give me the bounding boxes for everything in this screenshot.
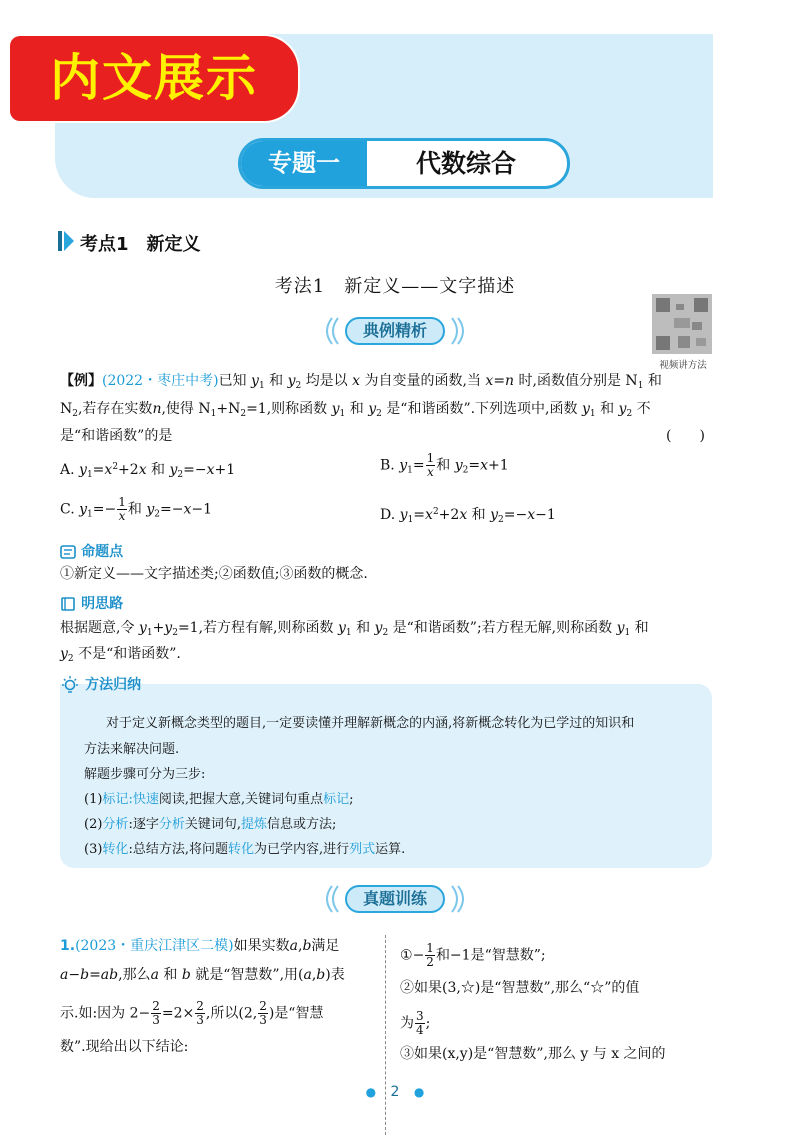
problem-1-source: (2023・重庆江津区二模) — [75, 938, 234, 954]
example-source: (2022・枣庄中考) — [102, 373, 219, 389]
method-heading-row — [60, 674, 141, 694]
method-line-3: 解题步骤可分为三步: — [84, 767, 206, 782]
thinking-line-2: $y_2$ 不是“和谐函数”. — [60, 646, 181, 664]
problem-1-line-3: 示.如:因为 2− $\frac{2}{3}$ =2× $\frac{2}{3}$ ,所以(2, $\frac{2}{3}$ )是“智慧 — [60, 999, 324, 1027]
qr-caption: 视频讲方法 — [659, 360, 707, 371]
book-icon — [60, 597, 76, 611]
training-banner-title: 真题训练 — [362, 889, 427, 908]
qr-code-icon[interactable] — [652, 294, 712, 354]
section-title: 考点1 新定义 — [80, 234, 201, 255]
conclusion-2-cont: 为 $\frac{3}{4}$ ; — [400, 1009, 431, 1037]
thinking-heading-row — [60, 593, 123, 613]
option-d[interactable]: D. $y_1=x^2+2x$ 和 $y_2=-x-1$ — [380, 507, 556, 525]
conclusion-1: ①− $\frac{1}{2}$ 和−1是“智慧数”; — [400, 941, 546, 969]
option-c[interactable]: C. $y_1=-$ $\frac{1}{x}$ 和 $y_2=-x-1$ — [60, 495, 213, 523]
example-tag: 【例】 — [60, 373, 102, 389]
column-divider — [385, 935, 386, 1135]
method-step-3: (3)转化:总结方法,将问题转化为已学内容,进行列式运算. — [84, 842, 406, 857]
key-points-heading: 命题点 — [81, 544, 124, 560]
page-dot-right: ● — [413, 1085, 425, 1099]
problem-1-line-1: 1.(2023・重庆江津区二模)如果实数a,b满足 — [60, 938, 340, 954]
answer-blank: ( ) — [666, 428, 705, 444]
document-icon — [60, 545, 76, 559]
topic-title: 代数综合 — [415, 149, 516, 178]
example-line-2: $N_2$,若存在实数n,使得 $N_1+N_2=1$,则称函数 $y_1$ 和 $y_2$ 是“和谐函数”.下列选项中,函数 $y_1$ 和 $y_2$ 不 — [60, 401, 651, 419]
lightbulb-icon — [60, 676, 80, 694]
method-step-2: (2)分析:逐字分析关键词句,提炼信息或方法; — [84, 817, 337, 832]
example-line-3: 是“和谐函数”的是 — [60, 428, 173, 444]
problem-1-number: 1. — [60, 938, 76, 954]
example-banner-title: 典例精析 — [362, 321, 427, 340]
method-heading: 方法归纳 — [85, 677, 142, 693]
example-line-1: 【例】(2022・枣庄中考)已知 $y_1$ 和 $y_2$ 均是以 x 为自变量的函数,当 x=n 时,函数值分别是 $N_1$ 和 — [60, 373, 662, 391]
problem-1-line-2: a−b=ab,那么a 和 b 就是“智慧数”,用(a,b)表 — [60, 967, 345, 983]
thinking-heading: 明思路 — [81, 596, 124, 612]
method-title: 考法1 新定义——文字描述 — [274, 276, 516, 297]
chevron-right-icon — [58, 229, 74, 253]
problem-1-line-4: 数”.现给出以下结论: — [60, 1039, 189, 1055]
conclusion-2: ②如果(3,☆)是“智慧数”,那么“☆”的值 — [400, 980, 640, 996]
thinking-line-1: 根据题意,令 $y_1+y_2=1$,若方程有解,则称函数 $y_1$ 和 $y_2$ 是“和谐函数”;若方程无解,则称函数 $y_1$ 和 — [60, 620, 649, 638]
option-b[interactable]: B. $y_1=$ $\frac{1}{x}$ 和 $y_2=x+1$ — [380, 451, 509, 479]
page-dot-left: ● — [365, 1085, 377, 1099]
topic-label: 专题一 — [268, 149, 340, 177]
option-a[interactable]: A. $y_1=x^2+2x$ 和 $y_2=-x+1$ — [60, 462, 236, 480]
method-line-2: 方法来解决问题. — [84, 742, 180, 757]
promo-badge-text: 内文展示 — [50, 49, 258, 107]
key-points-text: ①新定义——文字描述类;②函数值;③函数的概念. — [60, 566, 368, 582]
method-line-1: 对于定义新概念类型的题目,一定要读懂并理解新概念的内涵,将新概念转化为已学过的知识和 — [106, 716, 635, 731]
method-step-1: (1)标记:快速阅读,把握大意,关键词句重点标记; — [84, 792, 354, 807]
key-points-heading-row — [60, 541, 123, 561]
page-number-row — [0, 1084, 790, 1100]
page-number: 2 — [390, 1084, 400, 1100]
conclusion-3: ③如果(x,y)是“智慧数”,那么 y 与 x 之间的 — [400, 1046, 666, 1062]
